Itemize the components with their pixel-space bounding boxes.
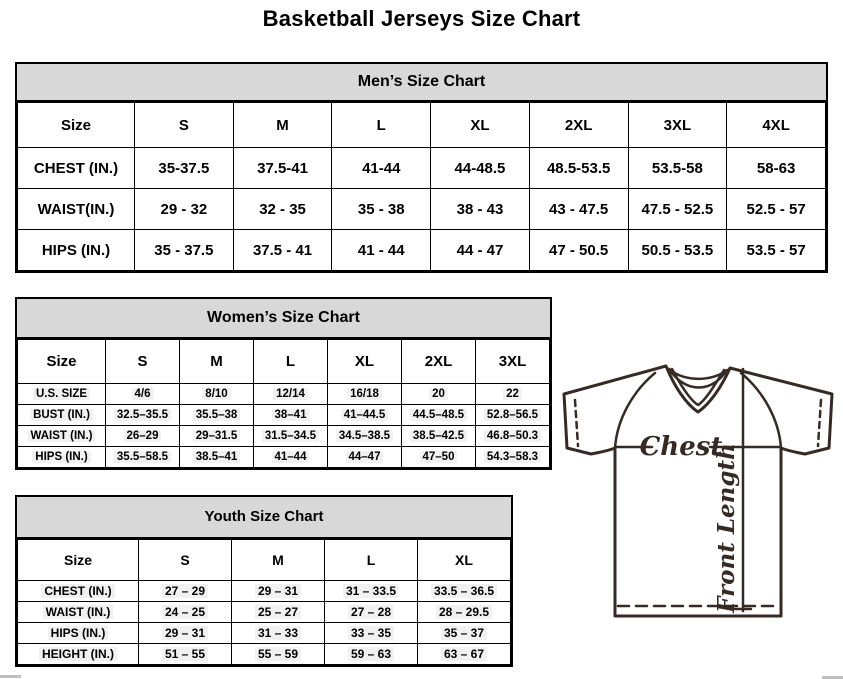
cell-text: 35 - 37.5 [154, 241, 214, 259]
youth-chart-title: Youth Size Chart [17, 497, 511, 539]
table-cell [328, 426, 402, 447]
table-cell [402, 426, 476, 447]
table-cell [727, 230, 826, 271]
cell-text: 28 – 29.5 [436, 605, 492, 619]
cell-text: 58-63 [756, 159, 796, 177]
cell-text: 25 – 27 [255, 605, 301, 619]
cell-text: 38.5–42.5 [410, 430, 467, 442]
table-cell [139, 602, 232, 623]
cell-text: 31.5–34.5 [262, 430, 319, 442]
cell-text: 44.5–48.5 [410, 409, 467, 421]
table-cell [628, 189, 727, 230]
size-column-header: 3XL [476, 340, 550, 384]
table-cell [180, 384, 254, 405]
cell-text: 37.5-41 [257, 159, 308, 177]
cell-text: 38 - 43 [456, 200, 504, 218]
cell-text: 50.5 - 53.5 [641, 241, 714, 259]
cell-text: 41–44 [272, 451, 310, 463]
table-cell [180, 426, 254, 447]
cell-text: 54.3–58.3 [484, 451, 541, 463]
cell-text: 47–50 [420, 451, 458, 463]
table-row [18, 644, 511, 665]
size-column-header: L [332, 103, 431, 148]
table-cell [328, 447, 402, 468]
row-label [18, 581, 139, 602]
cell-text: HIPS (IN.) [41, 241, 111, 259]
table-row [18, 623, 511, 644]
table-cell [180, 447, 254, 468]
table-cell [135, 189, 234, 230]
page-title: Basketball Jerseys Size Chart [262, 6, 581, 31]
table-cell [254, 426, 328, 447]
table-cell [529, 230, 628, 271]
cell-text: 63 – 67 [441, 647, 487, 661]
table-row [18, 230, 826, 271]
cell-text: 16/18 [347, 388, 382, 400]
table-row [18, 148, 826, 189]
cell-text: CHEST (IN.) [33, 159, 119, 177]
cell-text: 4/6 [132, 388, 154, 400]
size-column-header: XL [328, 340, 402, 384]
cell-text: BUST (IN.) [30, 409, 93, 421]
table-cell [106, 384, 180, 405]
table-cell [232, 644, 325, 665]
row-label [18, 230, 135, 271]
row-label [18, 148, 135, 189]
table-cell [180, 405, 254, 426]
front-length-label: Front Length [713, 443, 740, 613]
cell-text: 27 – 28 [348, 605, 394, 619]
cell-text: 26–29 [124, 430, 162, 442]
table-cell [106, 426, 180, 447]
table-cell [135, 148, 234, 189]
cell-text: HIPS (IN.) [48, 626, 109, 640]
cell-text: 44–47 [346, 451, 384, 463]
mens-size-table [17, 102, 826, 271]
cell-text: CHEST (IN.) [41, 584, 114, 598]
table-cell [232, 581, 325, 602]
table-cell [135, 230, 234, 271]
size-corner-header: Size [18, 540, 139, 581]
size-column-header: XL [431, 103, 530, 148]
cell-text: 12/14 [273, 388, 308, 400]
cell-text: 37.5 - 41 [252, 241, 313, 259]
womens-size-chart [15, 297, 552, 470]
cell-text: 53.5-58 [651, 159, 703, 177]
jersey-illustration [558, 360, 841, 632]
cell-text: 52.8–56.5 [484, 409, 541, 421]
table-cell [325, 581, 418, 602]
size-header-row [18, 540, 511, 581]
jersey-diagram [558, 360, 841, 632]
size-header-row [18, 103, 826, 148]
size-column-header: S [139, 540, 232, 581]
cell-text: 32 - 35 [259, 200, 306, 218]
cell-text: 47.5 - 52.5 [641, 200, 714, 218]
table-cell [139, 623, 232, 644]
size-column-header: S [135, 103, 234, 148]
table-row [18, 384, 550, 405]
table-cell [418, 602, 511, 623]
cell-text: 31 – 33.5 [343, 584, 399, 598]
row-label [18, 405, 106, 426]
table-cell [431, 148, 530, 189]
row-label [18, 384, 106, 405]
table-cell [431, 230, 530, 271]
table-row [18, 189, 826, 230]
cell-text: U.S. SIZE [33, 388, 90, 400]
table-cell [106, 447, 180, 468]
table-cell [328, 405, 402, 426]
cell-text: 29–31.5 [193, 430, 241, 442]
table-cell [232, 623, 325, 644]
row-label [18, 447, 106, 468]
size-column-header: 2XL [529, 103, 628, 148]
cell-text: 32.5–35.5 [114, 409, 171, 421]
table-cell [332, 230, 431, 271]
cell-text: 38.5–41 [193, 451, 241, 463]
table-cell [476, 447, 550, 468]
cell-text: WAIST (IN.) [43, 605, 114, 619]
table-row [18, 405, 550, 426]
cell-text: 33 – 35 [348, 626, 394, 640]
size-column-header: S [106, 340, 180, 384]
table-cell [431, 189, 530, 230]
table-cell [628, 230, 727, 271]
cell-text: 20 [429, 388, 448, 400]
cell-text: 41 - 44 [357, 241, 405, 259]
cell-text: 44-48.5 [454, 159, 506, 177]
table-cell [727, 189, 826, 230]
table-cell [325, 644, 418, 665]
row-label [18, 426, 106, 447]
table-cell [233, 189, 332, 230]
cell-text: 38–41 [272, 409, 310, 421]
size-corner-header: Size [18, 340, 106, 384]
cell-text: 53.5 - 57 [746, 241, 806, 259]
cell-text: 35.5–58.5 [114, 451, 171, 463]
table-cell [529, 148, 628, 189]
table-cell [332, 189, 431, 230]
cell-text: 55 – 59 [255, 647, 301, 661]
youth-size-table [17, 539, 511, 665]
table-cell [332, 148, 431, 189]
mens-chart-title: Men’s Size Chart [17, 64, 826, 102]
size-column-header: 3XL [628, 103, 727, 148]
table-cell [402, 384, 476, 405]
size-column-header: XL [418, 540, 511, 581]
cell-text: 48.5-53.5 [546, 159, 611, 177]
size-corner-header: Size [18, 103, 135, 148]
row-label [18, 644, 139, 665]
size-header-row [18, 340, 550, 384]
size-column-header: 2XL [402, 340, 476, 384]
row-label [18, 602, 139, 623]
table-cell [418, 581, 511, 602]
table-cell [232, 602, 325, 623]
cell-text: 35 – 37 [441, 626, 487, 640]
cell-text: 31 – 33 [255, 626, 301, 640]
cell-text: 47 - 50.5 [549, 241, 609, 259]
cell-text: 35-37.5 [158, 159, 210, 177]
table-row [18, 581, 511, 602]
cell-text: 35 - 38 [357, 200, 405, 218]
table-cell [139, 581, 232, 602]
table-cell [328, 384, 402, 405]
youth-size-chart [15, 495, 513, 667]
table-cell [139, 644, 232, 665]
womens-chart-title: Women’s Size Chart [17, 299, 550, 339]
cell-text: HEIGHT (IN.) [39, 647, 117, 661]
table-cell [233, 230, 332, 271]
cell-text: 29 – 31 [255, 584, 301, 598]
cell-text: 35.5–38 [193, 409, 241, 421]
row-label [18, 623, 139, 644]
womens-size-table [17, 339, 550, 468]
size-column-header: 4XL [727, 103, 826, 148]
size-column-header: M [233, 103, 332, 148]
table-cell [254, 384, 328, 405]
table-cell [418, 623, 511, 644]
cell-text: 59 – 63 [348, 647, 394, 661]
table-cell [418, 644, 511, 665]
cell-text: WAIST (IN.) [28, 430, 96, 442]
cell-text: 33.5 – 36.5 [431, 584, 497, 598]
size-column-header: M [180, 340, 254, 384]
size-column-header: L [325, 540, 418, 581]
row-label [18, 189, 135, 230]
table-cell [727, 148, 826, 189]
cell-text: 46.8–50.3 [484, 430, 541, 442]
table-row [18, 426, 550, 447]
mens-size-chart [15, 62, 828, 273]
table-cell [325, 602, 418, 623]
cell-text: 22 [503, 388, 522, 400]
table-cell [254, 447, 328, 468]
table-cell [233, 148, 332, 189]
cell-text: WAIST(IN.) [37, 200, 115, 218]
cell-text: 51 – 55 [162, 647, 208, 661]
cell-text: 27 – 29 [162, 584, 208, 598]
cell-text: 24 – 25 [162, 605, 208, 619]
cell-text: 41-44 [362, 159, 401, 177]
table-row [18, 602, 511, 623]
cell-text: 29 – 31 [162, 626, 208, 640]
cell-text: 43 - 47.5 [549, 200, 609, 218]
chest-label: Chest [639, 432, 723, 462]
table-cell [476, 426, 550, 447]
table-cell [476, 405, 550, 426]
horizontal-scrollbar-left[interactable] [0, 675, 21, 678]
table-cell [402, 405, 476, 426]
cell-text: 8/10 [202, 388, 230, 400]
size-column-header: M [232, 540, 325, 581]
cell-text: HIPS (IN.) [32, 451, 90, 463]
table-cell [402, 447, 476, 468]
cell-text: 29 - 32 [160, 200, 208, 218]
cell-text: 34.5–38.5 [336, 430, 393, 442]
size-column-header: L [254, 340, 328, 384]
table-row [18, 447, 550, 468]
table-cell [529, 189, 628, 230]
table-cell [106, 405, 180, 426]
cell-text: 52.5 - 57 [746, 200, 806, 218]
table-cell [254, 405, 328, 426]
table-cell [628, 148, 727, 189]
table-cell [476, 384, 550, 405]
cell-text: 44 - 47 [456, 241, 504, 259]
table-cell [325, 623, 418, 644]
cell-text: 41–44.5 [341, 409, 389, 421]
